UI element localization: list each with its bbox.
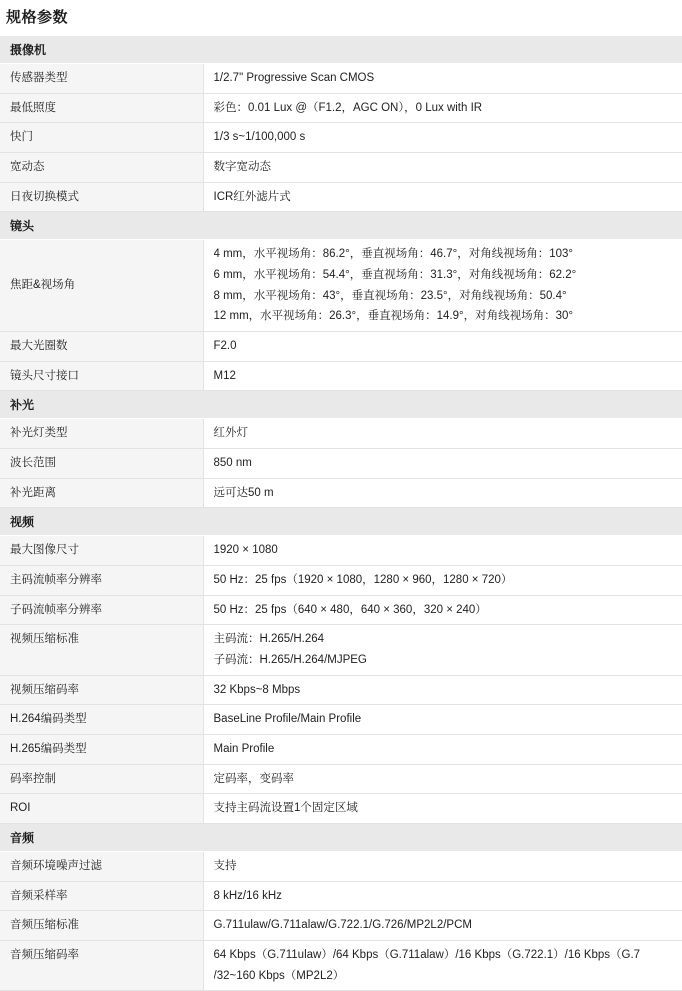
spec-value-line: 32 Kbps~8 Mbps <box>213 683 301 696</box>
spec-value-line: 支持主码流设置1个固定区域 <box>213 802 358 815</box>
spec-value <box>203 852 682 882</box>
table-row <box>0 566 682 596</box>
spec-value-line: F2.0 <box>213 340 237 353</box>
table-row <box>0 625 682 675</box>
spec-value <box>203 675 682 705</box>
spec-value <box>203 478 682 508</box>
spec-label: 子码流帧率分辨率 <box>0 595 203 625</box>
table-row <box>0 153 682 183</box>
spec-value-line: 远可达50 m <box>213 486 274 499</box>
spec-label: 音频压缩码率 <box>0 941 203 991</box>
specification-table <box>0 35 682 991</box>
spec-value-line: 8 mm，水平视场角：43°，垂直视场角：23.5°，对角线视场角：50.4° <box>213 289 567 302</box>
spec-value <box>203 764 682 794</box>
table-row <box>0 852 682 882</box>
spec-value-line: 12 mm，水平视场角：26.3°，垂直视场角：14.9°，对角线视场角：30° <box>213 310 573 323</box>
spec-value <box>203 153 682 183</box>
spec-value-line: BaseLine Profile/Main Profile <box>213 713 362 726</box>
spec-value <box>203 941 682 991</box>
spec-label: 音频压缩标准 <box>0 911 203 941</box>
spec-value-line: Main Profile <box>213 743 275 756</box>
spec-value <box>203 419 682 449</box>
spec-value-line: ICR红外滤片式 <box>213 190 291 203</box>
spec-label: 最低照度 <box>0 93 203 123</box>
table-row <box>0 93 682 123</box>
table-row <box>0 361 682 391</box>
spec-label: 补光距离 <box>0 478 203 508</box>
spec-value <box>203 123 682 153</box>
section-header-row <box>0 824 682 852</box>
spec-value-line: 彩色：0.01 Lux @（F1.2，AGC ON），0 Lux with IR <box>213 101 483 114</box>
spec-value <box>203 566 682 596</box>
spec-label: 音频环境噪声过滤 <box>0 852 203 882</box>
table-row <box>0 705 682 735</box>
spec-value <box>203 595 682 625</box>
section-header-row <box>0 391 682 419</box>
table-row <box>0 240 682 332</box>
spec-value <box>203 332 682 362</box>
table-row <box>0 123 682 153</box>
spec-value <box>203 625 682 675</box>
spec-value-line: 主码流：H.265/H.264 <box>213 633 325 646</box>
spec-value <box>203 449 682 479</box>
spec-label: 宽动态 <box>0 153 203 183</box>
spec-label: 补光灯类型 <box>0 419 203 449</box>
spec-value <box>203 182 682 212</box>
spec-value-line: G.711ulaw/G.711alaw/G.722.1/G.726/MP2L2/PCM <box>213 919 472 932</box>
spec-value-line: 4 mm，水平视场角：86.2°，垂直视场角：46.7°，对角线视场角：103° <box>213 248 573 261</box>
spec-value-line: 50 Hz：25 fps（640 × 480，640 × 360，320 × 240） <box>213 603 487 616</box>
spec-value-line: 红外灯 <box>213 427 248 440</box>
spec-value-line: 定码率，变码率 <box>213 772 294 785</box>
spec-value-line: M12 <box>213 369 236 382</box>
table-row <box>0 64 682 94</box>
table-row <box>0 595 682 625</box>
spec-value <box>203 794 682 824</box>
section-header-label: 音频 <box>0 824 682 852</box>
spec-value <box>203 911 682 941</box>
page-title: 规格参数 <box>6 9 69 26</box>
spec-label: 镜头尺寸接口 <box>0 361 203 391</box>
spec-label: 视频压缩码率 <box>0 675 203 705</box>
section-header-row <box>0 212 682 240</box>
table-row <box>0 182 682 212</box>
table-row <box>0 536 682 566</box>
spec-label: 日夜切换模式 <box>0 182 203 212</box>
spec-label: 视频压缩标准 <box>0 625 203 675</box>
spec-value-line: 1/2.7" Progressive Scan CMOS <box>213 72 375 84</box>
spec-value-line: 1920 × 1080 <box>213 544 278 557</box>
spec-label: ROI <box>0 794 203 824</box>
table-row <box>0 332 682 362</box>
spec-value-line: 8 kHz/16 kHz <box>213 889 282 902</box>
spec-value-line: 支持 <box>213 860 237 873</box>
section-header-label: 摄像机 <box>0 36 682 64</box>
spec-label: 快门 <box>0 123 203 153</box>
spec-value <box>203 240 682 332</box>
section-header-label: 视频 <box>0 508 682 536</box>
spec-value <box>203 705 682 735</box>
spec-value-line: /32~160 Kbps（MP2L2） <box>213 969 345 982</box>
spec-label: H.265编码类型 <box>0 735 203 765</box>
spec-value-line: 1/3 s~1/100,000 s <box>213 131 306 144</box>
spec-value <box>203 93 682 123</box>
table-row <box>0 449 682 479</box>
spec-label: 主码流帧率分辨率 <box>0 566 203 596</box>
table-row <box>0 911 682 941</box>
table-row <box>0 881 682 911</box>
table-row <box>0 794 682 824</box>
section-header-label: 镜头 <box>0 212 682 240</box>
spec-value-line: 数字宽动态 <box>213 161 271 174</box>
spec-label: 焦距&视场角 <box>0 240 203 332</box>
spec-label: 最大光圈数 <box>0 332 203 362</box>
table-row <box>0 764 682 794</box>
table-row <box>0 941 682 991</box>
spec-value <box>203 361 682 391</box>
section-header-row <box>0 508 682 536</box>
spec-value <box>203 536 682 566</box>
spec-label: 码率控制 <box>0 764 203 794</box>
spec-label: 音频采样率 <box>0 881 203 911</box>
spec-label: 传感器类型 <box>0 64 203 94</box>
spec-label: H.264编码类型 <box>0 705 203 735</box>
table-row <box>0 478 682 508</box>
spec-value-line: 64 Kbps（G.711ulaw）/64 Kbps（G.711alaw）/16 Kbps（G.722.1）/16 Kbps（G.7 <box>213 949 641 962</box>
spec-value <box>203 64 682 94</box>
spec-value-line: 子码流：H.265/H.264/MJPEG <box>213 654 367 667</box>
spec-label: 最大图像尺寸 <box>0 536 203 566</box>
spec-value <box>203 735 682 765</box>
spec-value-line: 6 mm，水平视场角：54.4°，垂直视场角：31.3°，对角线视场角：62.2° <box>213 269 577 282</box>
spec-label: 波长范围 <box>0 449 203 479</box>
table-row <box>0 675 682 705</box>
spec-value-line: 850 nm <box>213 457 252 470</box>
table-row <box>0 735 682 765</box>
section-header-label: 补光 <box>0 391 682 419</box>
table-row <box>0 419 682 449</box>
spec-value-line: 50 Hz：25 fps（1920 × 1080，1280 × 960，1280 × 720） <box>213 574 513 587</box>
specification-table-body <box>0 36 682 991</box>
spec-value <box>203 881 682 911</box>
section-header-row <box>0 36 682 64</box>
